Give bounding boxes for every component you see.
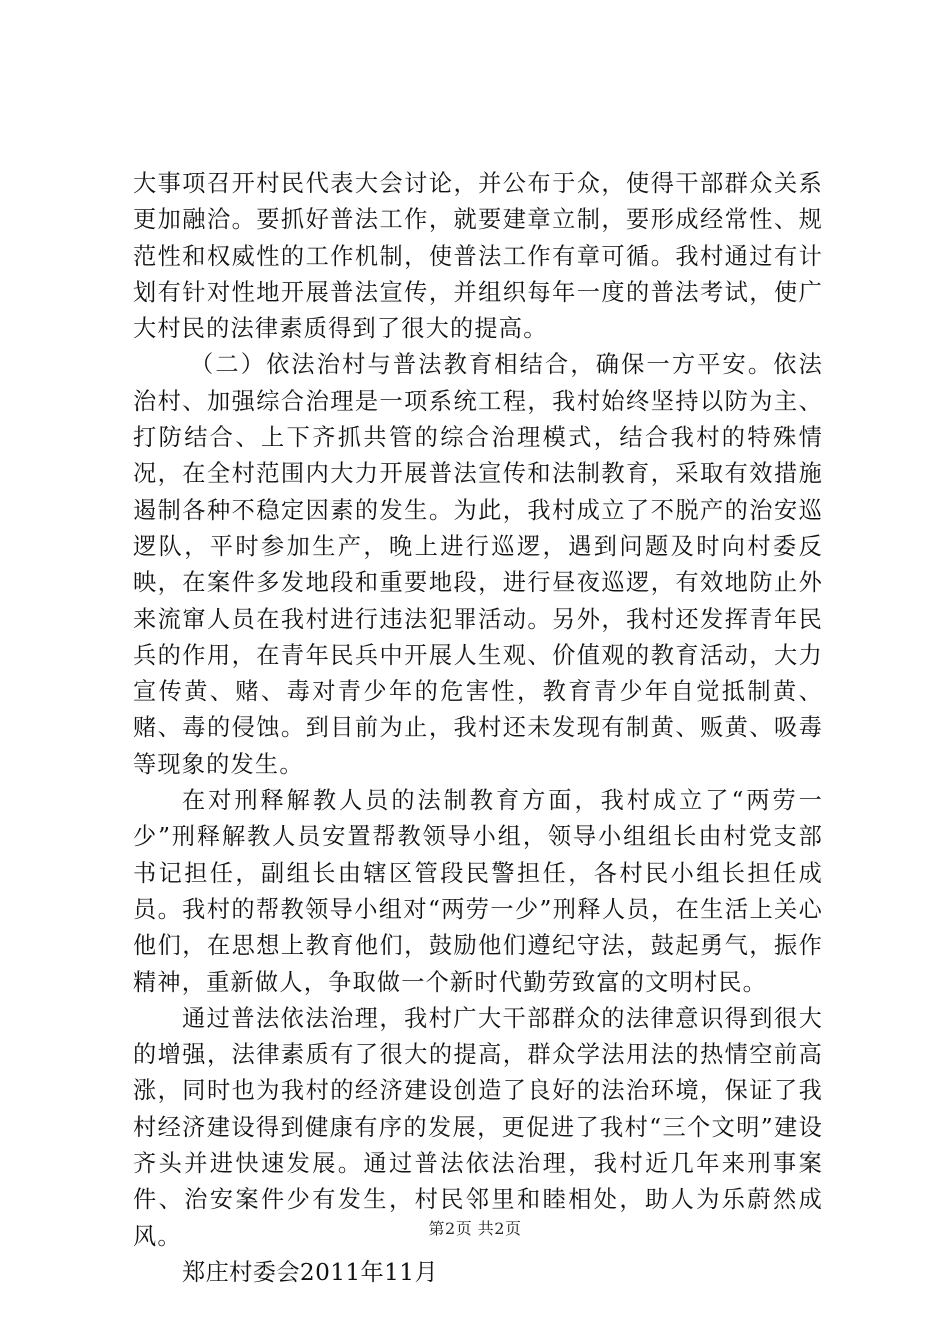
signature-line: 郑庄村委会2011年11月 bbox=[182, 1258, 439, 1286]
document-body bbox=[133, 166, 823, 1291]
paragraph-continuation: 大事项召开村民代表大会讨论，并公布于众，使得干部群众关系更加融洽。要抓好普法工作，就要建章立制，要形成经常性、规范性和权威性的工作机制，使普法工作有章可循。我村通过有计划有针对性地开展普法宣传，并组织每年一度的普法考试，使广大村民的法律素质得到了很大的提高。 bbox=[133, 170, 823, 343]
paragraph-rehabilitation: 在对刑释解教人员的法制教育方面，我村成立了“两劳一少”刑释解教人员安置帮教领导小组，领导小组组长由村党支部书记担任，副组长由辖区管段民警担任，各村民小组长担任成员。我村的帮教领导小组对“两劳一少”刑释人员，在生活上关心他们，在思想上教育他们，鼓励他们遵纪守法，鼓起勇气，振作精神，重新做人，争取做一个新时代勤劳致富的文明村民。 bbox=[133, 787, 823, 996]
paragraph-conclusion: 通过普法依法治理，我村广大干部群众的法律意识得到很大的增强，法律素质有了很大的提高，群众学法用法的热情空前高涨，同时也为我村的经济建设创造了良好的法治环境，保证了我村经济建设得到健康有序的发展，更促进了我村“三个文明”建设齐头并进快速发展。通过普法依法治理，我村近几年来刑事案件、治安案件少有发生，村民邻里和睦相处，助人为乐蔚然成风。 bbox=[133, 1004, 823, 1250]
page-footer: 第2页 共2页 bbox=[428, 1219, 522, 1238]
paragraph-section-two: （二）依法治村与普法教育相结合，确保一方平安。依法治村、加强综合治理是一项系统工程，我村始终坚持以防为主、打防结合、上下齐抓共管的综合治理模式，结合我村的特殊情况，在全村范围内大力开展普法宣传和法制教育，采取有效措施遏制各种不稳定因素的发生。为此，我村成立了不脱产的治安巡逻队，平时参加生产，晚上进行巡逻，遇到问题及时向村委反映，在案件多发地段和重要地段，进行昼夜巡逻，有效地防止外来流窜人员在我村进行违法犯罪活动。另外，我村还发挥青年民兵的作用，在青年民兵中开展人生观、价值观的教育活动，大力宣传黄、赌、毒对青少年的危害性，教育青少年自觉抵制黄、赌、毒的侵蚀。到目前为止，我村还未发现有制黄、贩黄、吸毒等现象的发生。 bbox=[133, 351, 823, 778]
